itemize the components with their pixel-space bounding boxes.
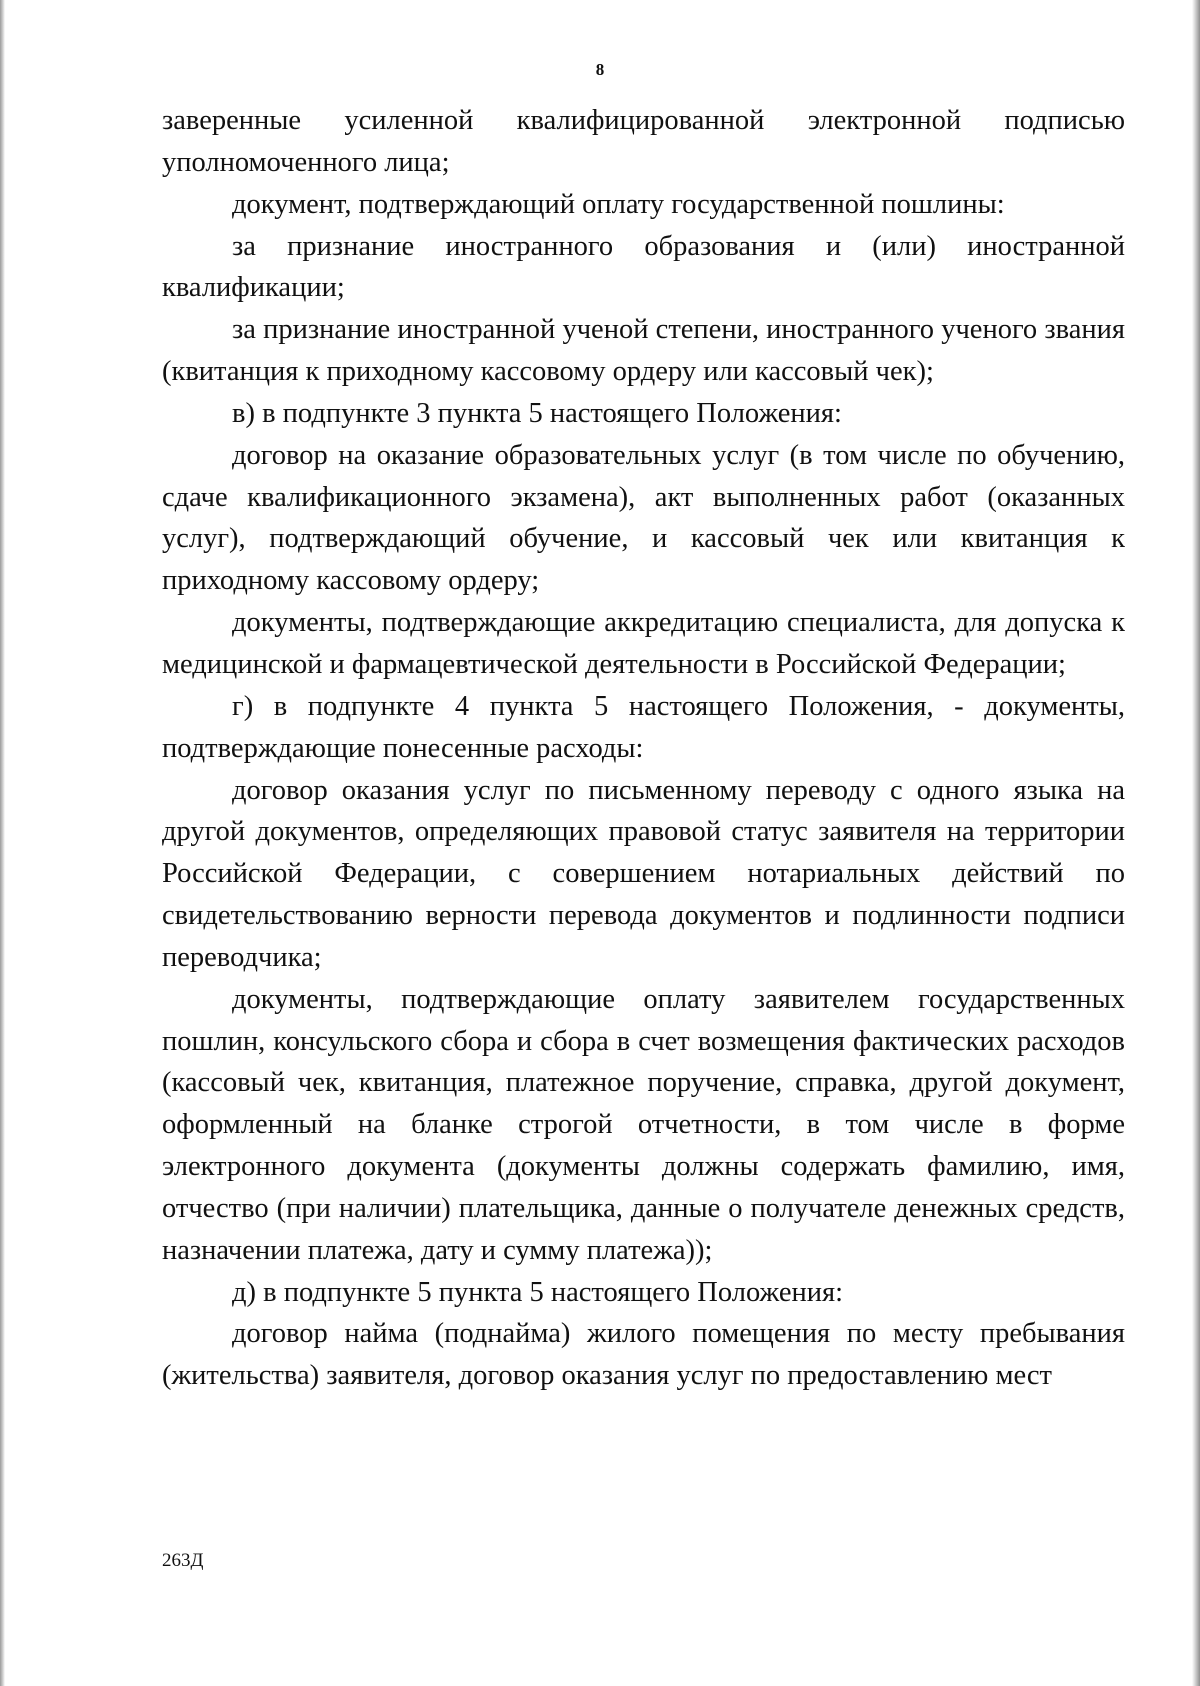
- paragraph: договор найма (поднайма) жилого помещения по месту пребывания (жительства) заявителя, договор оказания услуг по предоставлению мест: [162, 1318, 1125, 1392]
- document-body: [162, 100, 1125, 1397]
- paragraph: г) в подпункте 4 пункта 5 настоящего Положения, - документы, подтверждающие понесенные расходы:: [162, 690, 1125, 764]
- paragraph: договор на оказание образовательных услуг (в том числе по обучению, сдаче квалификационного экзамена), акт выполненных работ (оказанных услуг), подтверждающий обучение, и кассовый чек или квитанция к приходному кассовому ордеру;: [162, 439, 1125, 597]
- paragraph: д) в подпункте 5 пункта 5 настоящего Положения:: [232, 1276, 843, 1308]
- paragraph: за признание иностранного образования и (или) иностранной квалификации;: [162, 230, 1125, 304]
- paragraph-continuation: заверенные усиленной квалифицированной электронной подписью уполномоченного лица;: [162, 105, 1125, 178]
- document-code: 263Д: [162, 1550, 204, 1571]
- paragraph: договор оказания услуг по письменному переводу с одного языка на другой документов, определяющих правовой статус заявителя на территории Российской Федерации, с совершением нотариальных действий по свидетельствованию верности перевода документов и подлинности подписи переводчика;: [162, 774, 1125, 973]
- page-number: 8: [595, 60, 605, 79]
- paragraph: документы, подтверждающие аккредитацию специалиста, для допуска к медицинской и фармацевтической деятельности в Российской Федерации;: [162, 607, 1125, 680]
- paragraph: в) в подпункте 3 пункта 5 настоящего Положения:: [232, 397, 842, 429]
- paragraph: документ, подтверждающий оплату государственной пошлины:: [232, 188, 1005, 220]
- scan-edge-right: [1192, 0, 1200, 1686]
- scan-edge-left: [0, 0, 5, 1686]
- paragraph: документы, подтверждающие оплату заявителем государственных пошлин, консульского сбора и сбора в счет возмещения фактических расходов (кассовый чек, квитанция, платежное поручение, справка, другой документ, оформленный на бланке строгой отчетности, в том числе в форме электронного документа (документы должны содержать фамилию, имя, отчество (при наличии) плательщика, данные о получателе денежных средств, назначении платежа, дату и сумму платежа));: [162, 983, 1125, 1266]
- paragraph: за признание иностранной ученой степени, иностранного ученого звания (квитанция к приходному кассовому ордеру или кассовый чек);: [162, 314, 1125, 388]
